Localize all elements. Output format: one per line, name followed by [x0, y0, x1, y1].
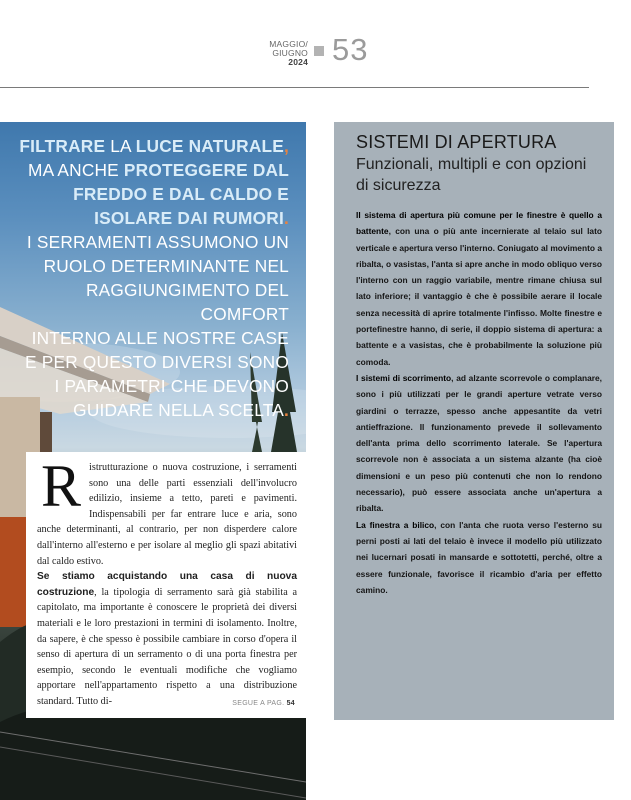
- intro-paragraph-1: istrutturazione o nuova costruzione, i serramenti sono una delle parti essenziali dell'involucro edilizio, insieme a tetto, pareti e pavimenti. Indispensabili per far entrare luce e aria, sono anche determinanti, al contrario, per non disperdere calore dall'interno all'esterno e per isolare al meglio gli spazi abitativi dal caldo estivo.: [37, 462, 297, 567]
- drop-cap: R: [41, 453, 82, 519]
- sidebar-paragraph: [356, 517, 602, 598]
- headline-keyword: ISOLARE DAI RUMORI: [94, 208, 284, 228]
- intro-paragraph-2-lead: Se stiamo acquistando una casa di nuova costruzione: [37, 571, 297, 598]
- feature-headline: FILTRARE LA LUCE NATURALE, MA ANCHE PROTEGGERE DAL FREDDO E DAL CALDO E ISOLARE DAI RUMORI. I SERRAMENTI ASSUMONO UN RUOLO DETERMINANTE NEL RAGGIUNGIMENTO DEL COMFORT INTERNO ALLE NOSTRE CASE E PER QUESTO DIVERSI SONO I PARAMETRI CHE DEVONO GUIDARE NELLA SCELTA.: [19, 136, 289, 420]
- sidebar-box: [334, 122, 614, 720]
- sidebar-title: SISTEMI DI APERTURA: [356, 132, 557, 152]
- headline-punct: .: [283, 208, 289, 228]
- headline-keyword: PROTEGGERE DAL: [123, 160, 289, 180]
- continue-note: [232, 696, 295, 712]
- separator-square: [314, 46, 324, 56]
- headline-keyword: FREDDO E DAL CALDO E: [73, 184, 289, 204]
- intro-text-box: [26, 452, 307, 718]
- headline-line: E PER QUESTO DIVERSI SONO: [25, 352, 289, 372]
- page-number: 53: [332, 32, 369, 67]
- headline-line: I PARAMETRI CHE DEVONO: [54, 376, 289, 396]
- sidebar-paragraph-text: , con una o più ante incernierate al telaio sul lato verticale e apertura verso l'interno. Coniugato al movimento a ribalta, o vasistas, l'anta si apre anche in modo obliquo verso l'interno con un raggio variabile, mentre rimane chiusa sul lato inferiore; il vantaggio è che è possibile aerare il locale senza necessità di aprire totalmente l'infisso. Molte finestre e portefinestre hanno, di serie, il doppio sistema di apertura: a battente e a vasistas, che è probabilmente la soluzione più comoda.: [356, 226, 602, 367]
- sidebar-paragraph-text: , ad alzante scorrevole o complanare, sono i più utilizzati per le grandi aperture vetrate verso giardini o terrazze, spesso anche appesantite da vetri antieffrazione. Il funzionamento prevede il sollevamento dell'anta prima dello scorrimento laterale. Se l'apertura scorrevole non è associata a un sistema alzante (ha cioè dimensioni e un peso più contenuti che non lo rendono necessario), può essere associata anche un'apertura a ribalta.: [356, 372, 602, 514]
- headline-punct: ,: [283, 136, 289, 156]
- sidebar-paragraph-lead: Il sistema di apertura più comune per le finestre è quello a battente: [356, 210, 602, 237]
- intro-paragraph-2: , la tipologia di serramento sarà già stabilita a capitolato, ma importante è conoscere le proprietà dei diversi materiali e le loro prestazioni in termini di isolamento. Inoltre, da sapere, è che spesso è possibile cambiare in corso d'opera il senso di apertura di un serramento o di una porta finestra per esempio, secondo le eventuali modifiche che vogliamo apportare nell'appartamento rispetto a una distribuzione standard. Tutto di-: [37, 586, 297, 707]
- headline-line: I SERRAMENTI ASSUMONO UN: [26, 232, 289, 252]
- sidebar-paragraph: [356, 207, 602, 370]
- headline-keyword: LUCE NATURALE: [135, 136, 284, 156]
- headline-line: GUIDARE NELLA SCELTA: [73, 400, 284, 420]
- continue-label: SEGUE A PAG.: [232, 700, 287, 708]
- sidebar-paragraph-text: , con l'anta che ruota verso l'esterno su perni posti ai lati del telaio è invece il modello più utilizzato nei lucernari posati in mansarde e sottotetti, perché, oltre a essere funzionale, favorisce il ricambio d'aria per effetto camino.: [356, 519, 602, 595]
- header-rule: [0, 87, 589, 88]
- headline-line: RUOLO DETERMINANTE NEL: [43, 256, 289, 276]
- sidebar-paragraph-lead: La finestra a bilico: [356, 519, 435, 530]
- issue-date: [262, 40, 308, 67]
- issue-month: MAGGIO/: [269, 39, 308, 49]
- sidebar-body: [356, 207, 602, 598]
- headline-line: RAGGIUNGIMENTO DEL COMFORT: [85, 280, 289, 324]
- headline-text: LA: [105, 136, 136, 156]
- continue-page: 54: [286, 700, 295, 708]
- sidebar-paragraph-lead: I sistemi di scorrimento: [356, 372, 452, 383]
- sidebar-subtitle: Funzionali, multipli e con opzioni di sicurezza: [356, 156, 587, 194]
- issue-year: 2024: [288, 57, 308, 67]
- headline-keyword: FILTRARE: [19, 136, 106, 156]
- sidebar-paragraph: [356, 370, 602, 517]
- headline-line: INTERNO ALLE NOSTRE CASE: [31, 328, 289, 348]
- issue-month-2: GIUGNO: [272, 48, 308, 58]
- headline-text: MA ANCHE: [28, 160, 124, 180]
